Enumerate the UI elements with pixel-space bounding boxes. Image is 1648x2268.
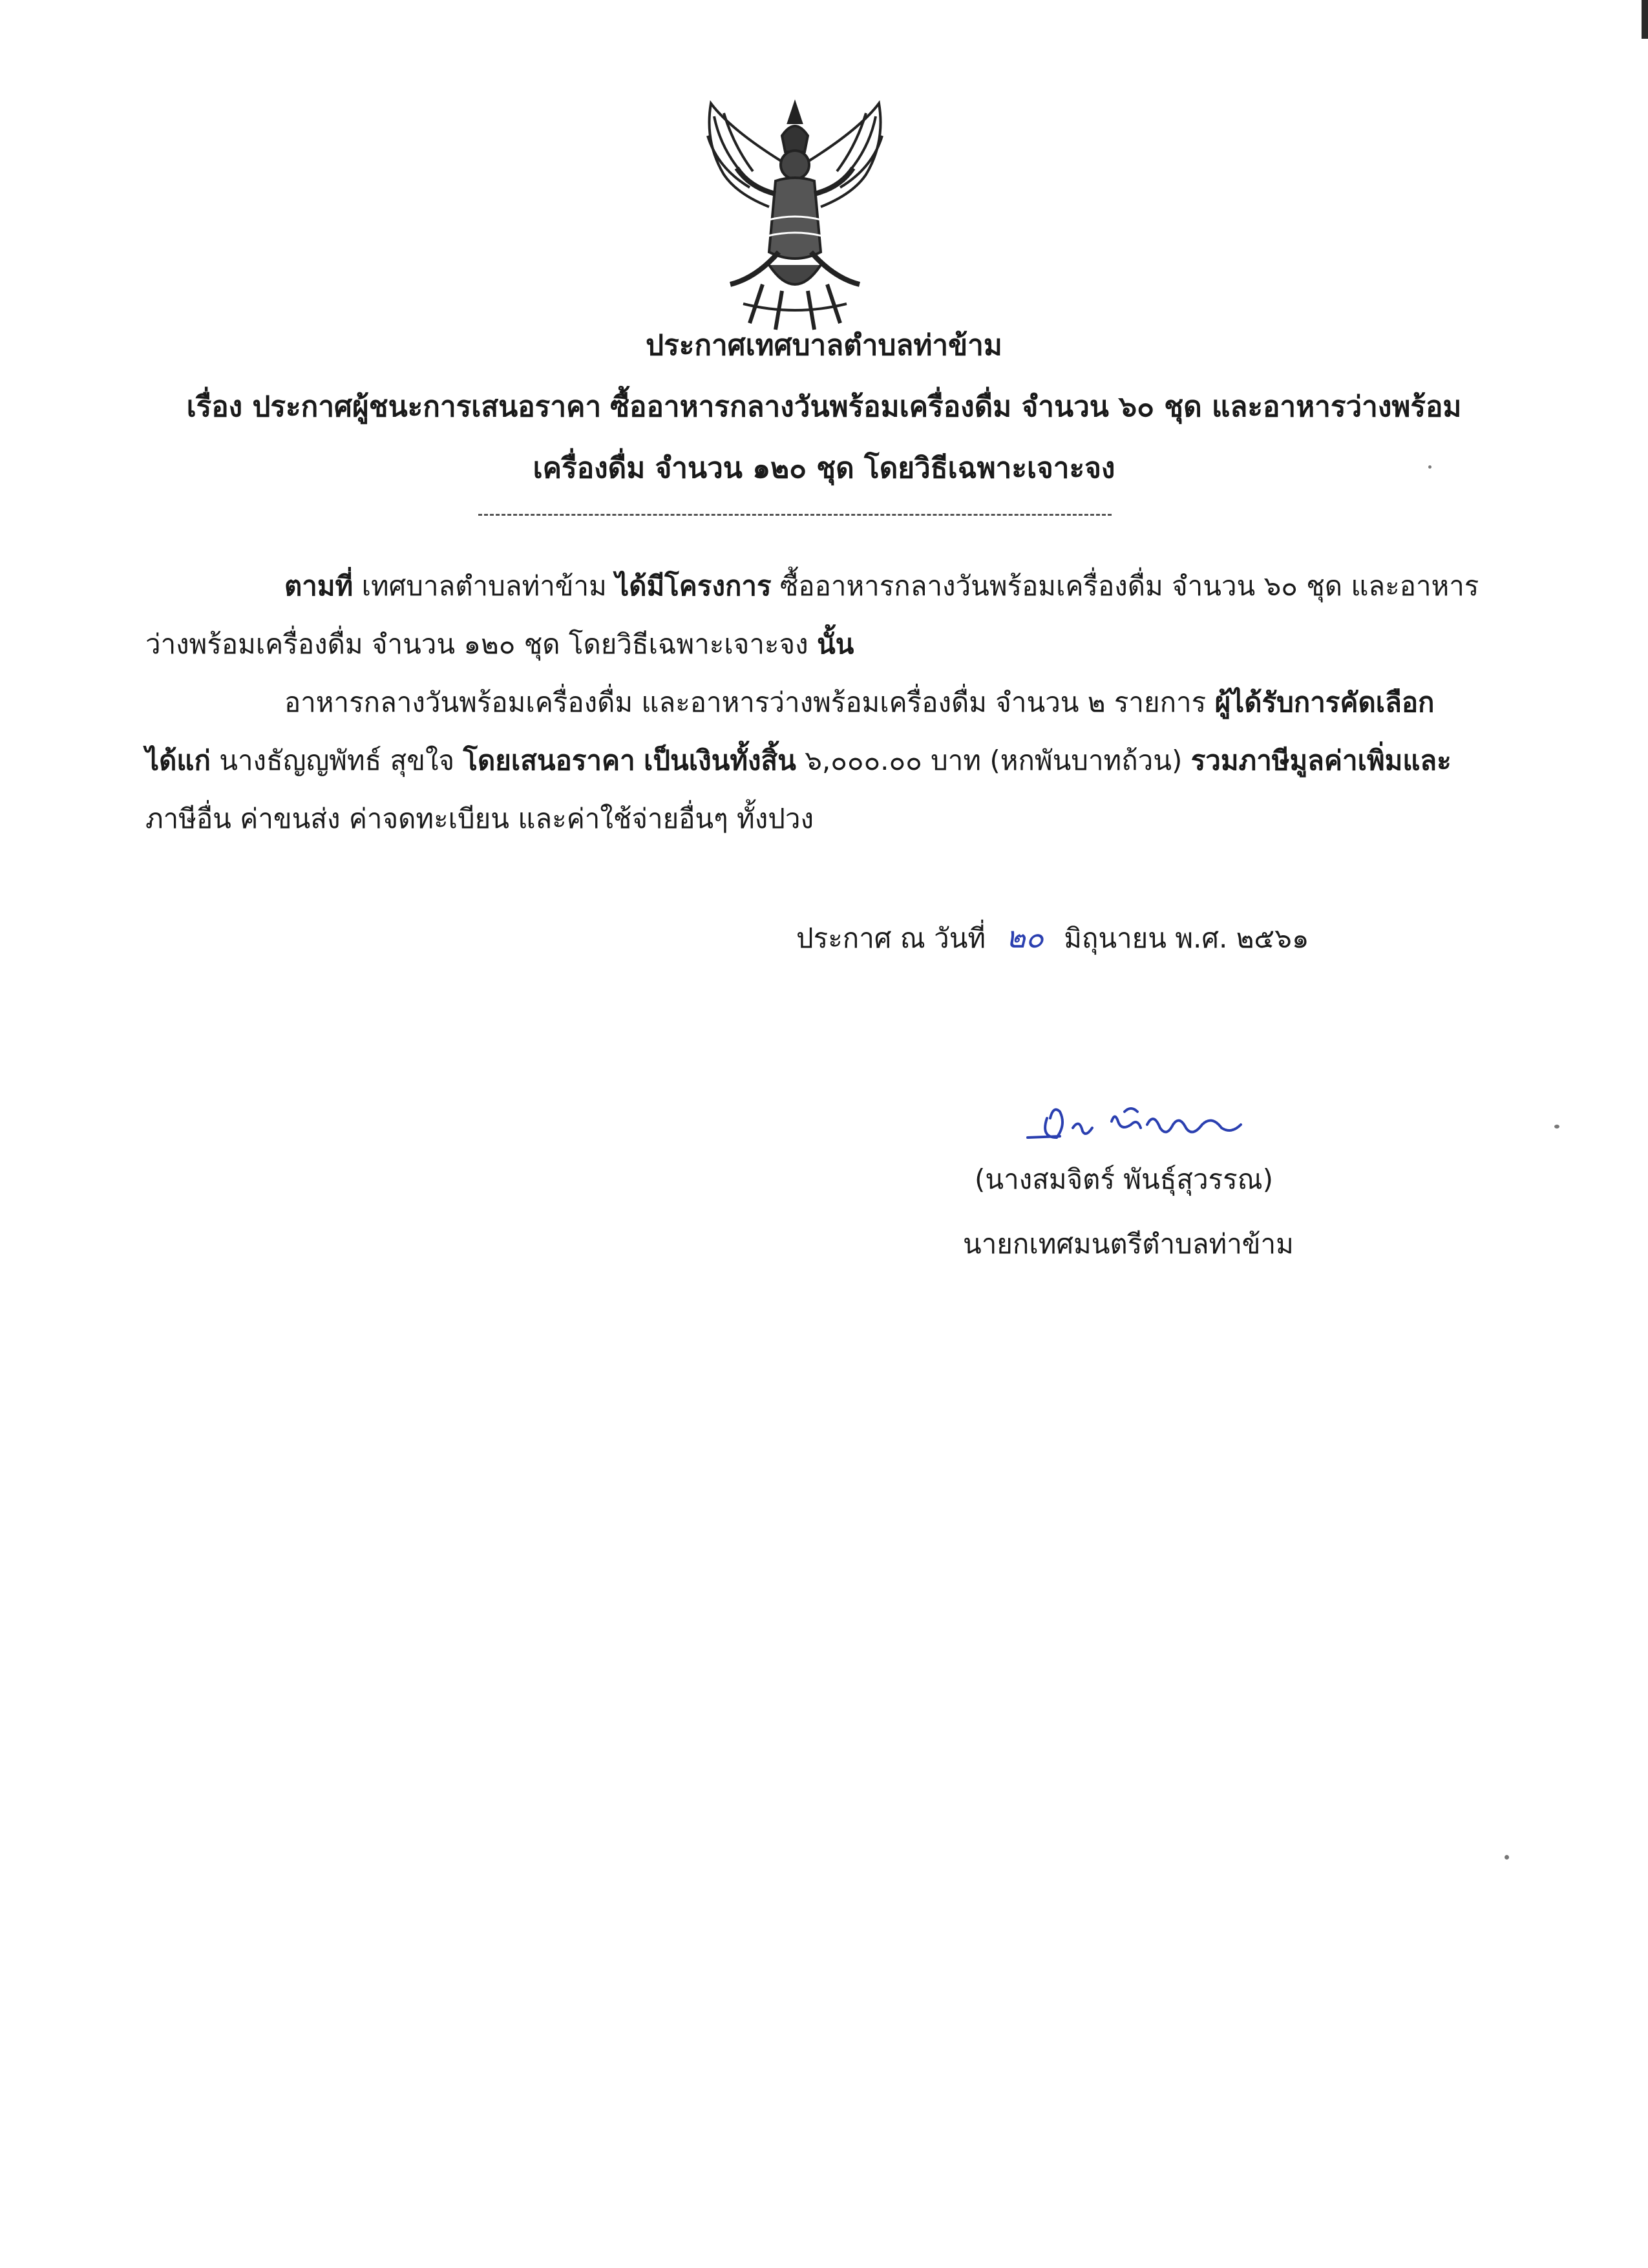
text-project-desc-2: ว่างพร้อมเครื่องดื่ม จำนวน ๑๒๐ ชุด โดยวิธีเฉพาะเจาะจง	[145, 628, 808, 660]
text-recipient-name: นางธัญญพัทธ์ สุขใจ	[219, 745, 455, 776]
document-title: ประกาศเทศบาลตำบลท่าข้าม	[646, 329, 1002, 362]
paragraph-1-line-1	[284, 567, 1479, 606]
scan-speck	[1554, 1125, 1559, 1129]
document-subject-line2: เครื่องดื่ม จำนวน ๑๒๐ ชุด โดยวิธีเฉพาะเจาะจง	[533, 452, 1115, 485]
text-municipality: เทศบาลตำบลท่าข้าม	[361, 570, 607, 602]
text-total-label: เป็นเงินทั้งสิ้น	[644, 745, 796, 776]
text-items: อาหารกลางวันพร้อมเครื่องดื่ม และอาหารว่างพร้อมเครื่องดื่ม จำนวน ๒ รายการ	[284, 686, 1207, 718]
divider	[478, 514, 1112, 516]
date-day: ๒๐	[1006, 920, 1044, 955]
signatory-name: (นางสมจิตร์ พันธุ์สุวรรณ)	[975, 1163, 1274, 1195]
paragraph-2-line-2	[145, 741, 1452, 780]
scan-edge	[1642, 0, 1648, 39]
paragraph-1-line-2	[145, 625, 854, 664]
handwritten-signature	[1021, 1092, 1267, 1157]
text-amount: ๖,๐๐๐.๐๐ บาท (หกพันบาทถ้วน)	[805, 745, 1183, 776]
date-month-year: มิถุนายน พ.ศ. ๒๕๖๑	[1064, 922, 1309, 954]
paragraph-2-line-3: ภาษีอื่น ค่าขนส่ง ค่าจดทะเบียน และค่าใช้จ่ายอื่นๆ ทั้งปวง	[145, 803, 814, 834]
text-recipient-label: ได้แก่	[145, 745, 211, 776]
text-offer-label: โดยเสนอราคา	[463, 745, 635, 776]
text-selected-label: ผู้ได้รับการคัดเลือก	[1214, 686, 1435, 718]
document-subject	[0, 388, 1648, 427]
text-project-desc: ซื้ออาหารกลางวันพร้อมเครื่องดื่ม จำนวน ๖๐ ชุด และอาหาร	[779, 570, 1479, 602]
paragraph-2-line-1	[284, 683, 1434, 722]
scan-speck	[1505, 1855, 1509, 1860]
subject-prefix: เรื่อง ประกาศผู้ชนะการเสนอราคา	[186, 390, 602, 423]
scan-speck	[1428, 465, 1431, 469]
text-vat: รวมภาษีมูลค่าเพิ่มและ	[1190, 745, 1452, 776]
signatory-position: นายกเทศมนตรีตำบลท่าข้าม	[963, 1228, 1294, 1260]
date-prefix: ประกาศ ณ วันที่	[796, 922, 986, 954]
text-ตามที่: ตามที่	[284, 570, 354, 602]
announcement-date	[796, 918, 1309, 958]
garuda-emblem	[685, 90, 905, 336]
text-project-label: ได้มีโครงการ	[615, 570, 772, 602]
subject-rest: ซื้ออาหารกลางวันพร้อมเครื่องดื่ม จำนวน ๖๐ ชุด และอาหารว่างพร้อม	[610, 390, 1462, 423]
text-end: นั้น	[816, 628, 854, 660]
